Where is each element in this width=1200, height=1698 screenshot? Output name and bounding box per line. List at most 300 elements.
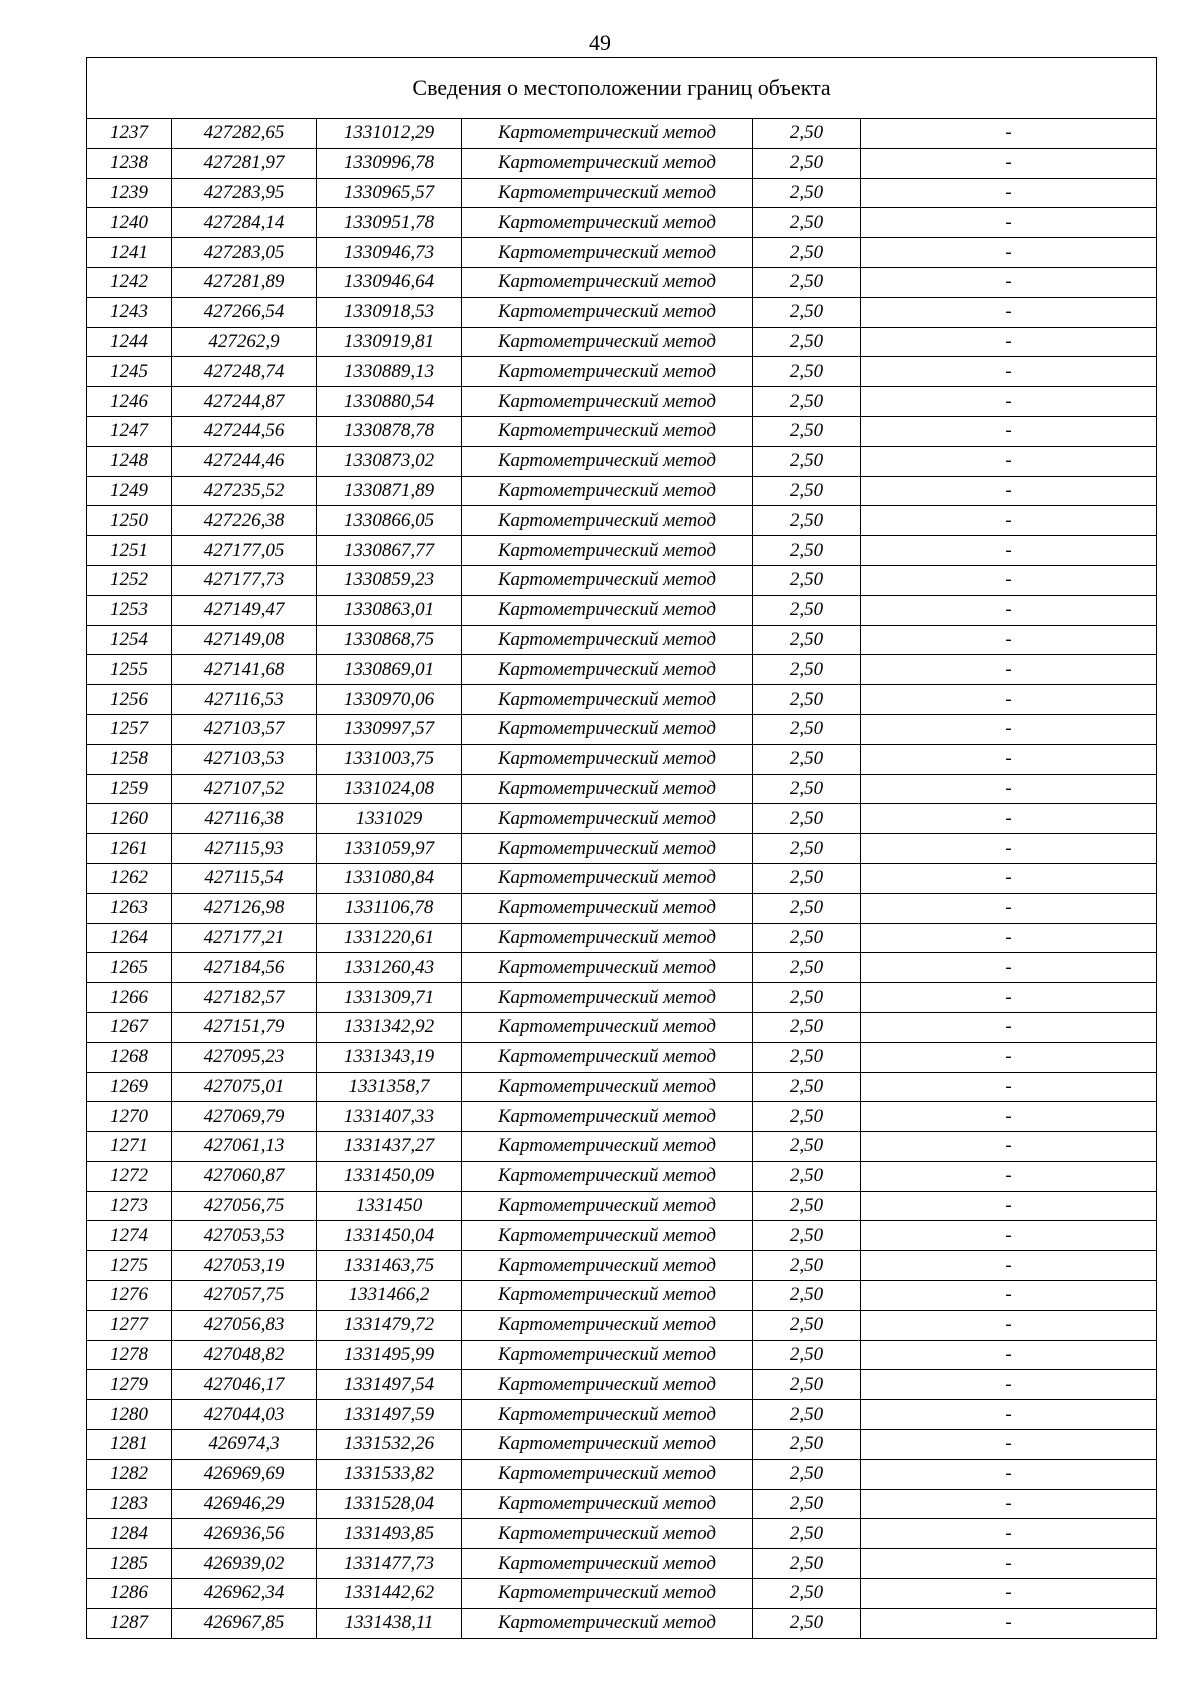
point-number-cell: 1241: [87, 238, 172, 268]
description-cell: -: [861, 1519, 1157, 1549]
x-coordinate-cell: 427056,75: [172, 1191, 317, 1221]
point-number-cell: 1270: [87, 1102, 172, 1132]
y-coordinate-cell: 1330880,54: [317, 387, 462, 417]
point-number-cell: 1263: [87, 893, 172, 923]
y-coordinate-cell: 1331029: [317, 804, 462, 834]
description-cell: -: [861, 1132, 1157, 1162]
method-cell: Картометрический метод: [462, 297, 753, 327]
x-coordinate-cell: 427244,56: [172, 416, 317, 446]
method-cell: Картометрический метод: [462, 119, 753, 149]
table-row: [87, 327, 1157, 357]
x-coordinate-cell: 427048,82: [172, 1340, 317, 1370]
y-coordinate-cell: 1330970,06: [317, 685, 462, 715]
precision-cell: 2,50: [753, 506, 861, 536]
precision-cell: 2,50: [753, 1489, 861, 1519]
table-row: [87, 1310, 1157, 1340]
x-coordinate-cell: 427177,73: [172, 565, 317, 595]
description-cell: -: [861, 416, 1157, 446]
description-cell: -: [861, 476, 1157, 506]
method-cell: Картометрический метод: [462, 893, 753, 923]
y-coordinate-cell: 1331450: [317, 1191, 462, 1221]
table-row: [87, 863, 1157, 893]
description-cell: -: [861, 863, 1157, 893]
description-cell: -: [861, 119, 1157, 149]
method-cell: Картометрический метод: [462, 595, 753, 625]
description-cell: -: [861, 655, 1157, 685]
description-cell: -: [861, 208, 1157, 238]
x-coordinate-cell: 427177,21: [172, 923, 317, 953]
description-cell: -: [861, 446, 1157, 476]
y-coordinate-cell: 1330863,01: [317, 595, 462, 625]
description-cell: -: [861, 1608, 1157, 1638]
point-number-cell: 1248: [87, 446, 172, 476]
description-cell: -: [861, 744, 1157, 774]
point-number-cell: 1238: [87, 148, 172, 178]
point-number-cell: 1278: [87, 1340, 172, 1370]
x-coordinate-cell: 427061,13: [172, 1132, 317, 1162]
y-coordinate-cell: 1331437,27: [317, 1132, 462, 1162]
x-coordinate-cell: 427057,75: [172, 1281, 317, 1311]
method-cell: Картометрический метод: [462, 1161, 753, 1191]
method-cell: Картометрический метод: [462, 1221, 753, 1251]
precision-cell: 2,50: [753, 1608, 861, 1638]
point-number-cell: 1242: [87, 267, 172, 297]
table-row: [87, 565, 1157, 595]
precision-cell: 2,50: [753, 178, 861, 208]
x-coordinate-cell: 427060,87: [172, 1161, 317, 1191]
table-row: [87, 744, 1157, 774]
table-row: [87, 625, 1157, 655]
description-cell: -: [861, 1400, 1157, 1430]
point-number-cell: 1271: [87, 1132, 172, 1162]
method-cell: Картометрический метод: [462, 1310, 753, 1340]
x-coordinate-cell: 427116,53: [172, 685, 317, 715]
x-coordinate-cell: 427281,89: [172, 267, 317, 297]
method-cell: Картометрический метод: [462, 476, 753, 506]
precision-cell: 2,50: [753, 804, 861, 834]
point-number-cell: 1252: [87, 565, 172, 595]
description-cell: -: [861, 565, 1157, 595]
point-number-cell: 1250: [87, 506, 172, 536]
y-coordinate-cell: 1330869,01: [317, 655, 462, 685]
description-cell: -: [861, 178, 1157, 208]
description-cell: -: [861, 506, 1157, 536]
description-cell: -: [861, 1072, 1157, 1102]
table-row: [87, 178, 1157, 208]
y-coordinate-cell: 1330868,75: [317, 625, 462, 655]
y-coordinate-cell: 1330951,78: [317, 208, 462, 238]
x-coordinate-cell: 427149,47: [172, 595, 317, 625]
method-cell: Картометрический метод: [462, 416, 753, 446]
point-number-cell: 1253: [87, 595, 172, 625]
precision-cell: 2,50: [753, 238, 861, 268]
precision-cell: 2,50: [753, 1281, 861, 1311]
point-number-cell: 1267: [87, 1012, 172, 1042]
point-number-cell: 1284: [87, 1519, 172, 1549]
point-number-cell: 1273: [87, 1191, 172, 1221]
table-row: [87, 893, 1157, 923]
x-coordinate-cell: 427126,98: [172, 893, 317, 923]
y-coordinate-cell: 1331309,71: [317, 983, 462, 1013]
method-cell: Картометрический метод: [462, 148, 753, 178]
point-number-cell: 1277: [87, 1310, 172, 1340]
x-coordinate-cell: 427283,05: [172, 238, 317, 268]
precision-cell: 2,50: [753, 1191, 861, 1221]
point-number-cell: 1275: [87, 1251, 172, 1281]
table-row: [87, 804, 1157, 834]
y-coordinate-cell: 1330871,89: [317, 476, 462, 506]
table-title-row: [87, 58, 1157, 119]
x-coordinate-cell: 427103,53: [172, 744, 317, 774]
precision-cell: 2,50: [753, 536, 861, 566]
y-coordinate-cell: 1330946,64: [317, 267, 462, 297]
point-number-cell: 1261: [87, 834, 172, 864]
x-coordinate-cell: 427116,38: [172, 804, 317, 834]
precision-cell: 2,50: [753, 953, 861, 983]
table-row: [87, 983, 1157, 1013]
y-coordinate-cell: 1331343,19: [317, 1042, 462, 1072]
precision-cell: 2,50: [753, 1370, 861, 1400]
method-cell: Картометрический метод: [462, 1191, 753, 1221]
description-cell: -: [861, 953, 1157, 983]
table-row: [87, 1459, 1157, 1489]
point-number-cell: 1279: [87, 1370, 172, 1400]
x-coordinate-cell: 427284,14: [172, 208, 317, 238]
precision-cell: 2,50: [753, 119, 861, 149]
method-cell: Картометрический метод: [462, 625, 753, 655]
table-row: [87, 119, 1157, 149]
table-row: [87, 1042, 1157, 1072]
table-row: [87, 1102, 1157, 1132]
x-coordinate-cell: 427266,54: [172, 297, 317, 327]
y-coordinate-cell: 1331450,04: [317, 1221, 462, 1251]
method-cell: Картометрический метод: [462, 238, 753, 268]
point-number-cell: 1268: [87, 1042, 172, 1072]
precision-cell: 2,50: [753, 1251, 861, 1281]
y-coordinate-cell: 1331438,11: [317, 1608, 462, 1638]
description-cell: -: [861, 1012, 1157, 1042]
point-number-cell: 1239: [87, 178, 172, 208]
y-coordinate-cell: 1330919,81: [317, 327, 462, 357]
description-cell: -: [861, 1281, 1157, 1311]
precision-cell: 2,50: [753, 387, 861, 417]
method-cell: Картометрический метод: [462, 506, 753, 536]
y-coordinate-cell: 1331080,84: [317, 863, 462, 893]
table-row: [87, 834, 1157, 864]
method-cell: Картометрический метод: [462, 863, 753, 893]
method-cell: Картометрический метод: [462, 267, 753, 297]
point-number-cell: 1240: [87, 208, 172, 238]
x-coordinate-cell: 427107,52: [172, 774, 317, 804]
precision-cell: 2,50: [753, 685, 861, 715]
point-number-cell: 1287: [87, 1608, 172, 1638]
description-cell: -: [861, 1310, 1157, 1340]
x-coordinate-cell: 427069,79: [172, 1102, 317, 1132]
precision-cell: 2,50: [753, 446, 861, 476]
precision-cell: 2,50: [753, 327, 861, 357]
precision-cell: 2,50: [753, 834, 861, 864]
precision-cell: 2,50: [753, 1102, 861, 1132]
description-cell: -: [861, 714, 1157, 744]
table-row: [87, 1191, 1157, 1221]
table-row: [87, 357, 1157, 387]
method-cell: Картометрический метод: [462, 1459, 753, 1489]
y-coordinate-cell: 1331012,29: [317, 119, 462, 149]
description-cell: -: [861, 1191, 1157, 1221]
y-coordinate-cell: 1330946,73: [317, 238, 462, 268]
table-row: [87, 416, 1157, 446]
precision-cell: 2,50: [753, 595, 861, 625]
description-cell: -: [861, 1579, 1157, 1609]
method-cell: Картометрический метод: [462, 834, 753, 864]
description-cell: -: [861, 774, 1157, 804]
point-number-cell: 1257: [87, 714, 172, 744]
y-coordinate-cell: 1331059,97: [317, 834, 462, 864]
method-cell: Картометрический метод: [462, 1042, 753, 1072]
description-cell: -: [861, 595, 1157, 625]
x-coordinate-cell: 427115,93: [172, 834, 317, 864]
point-number-cell: 1237: [87, 119, 172, 149]
point-number-cell: 1285: [87, 1549, 172, 1579]
precision-cell: 2,50: [753, 297, 861, 327]
x-coordinate-cell: 427056,83: [172, 1310, 317, 1340]
method-cell: Картометрический метод: [462, 1102, 753, 1132]
point-number-cell: 1249: [87, 476, 172, 506]
precision-cell: 2,50: [753, 1400, 861, 1430]
description-cell: -: [861, 148, 1157, 178]
method-cell: Картометрический метод: [462, 208, 753, 238]
method-cell: Картометрический метод: [462, 774, 753, 804]
x-coordinate-cell: 426962,34: [172, 1579, 317, 1609]
method-cell: Картометрический метод: [462, 387, 753, 417]
method-cell: Картометрический метод: [462, 1072, 753, 1102]
precision-cell: 2,50: [753, 1132, 861, 1162]
x-coordinate-cell: 427244,46: [172, 446, 317, 476]
y-coordinate-cell: 1331466,2: [317, 1281, 462, 1311]
point-number-cell: 1256: [87, 685, 172, 715]
point-number-cell: 1283: [87, 1489, 172, 1519]
point-number-cell: 1247: [87, 416, 172, 446]
table-row: [87, 655, 1157, 685]
point-number-cell: 1280: [87, 1400, 172, 1430]
point-number-cell: 1265: [87, 953, 172, 983]
x-coordinate-cell: 427149,08: [172, 625, 317, 655]
table-row: [87, 595, 1157, 625]
y-coordinate-cell: 1331497,54: [317, 1370, 462, 1400]
precision-cell: 2,50: [753, 1042, 861, 1072]
precision-cell: 2,50: [753, 655, 861, 685]
precision-cell: 2,50: [753, 983, 861, 1013]
point-number-cell: 1274: [87, 1221, 172, 1251]
method-cell: Картометрический метод: [462, 714, 753, 744]
x-coordinate-cell: 427182,57: [172, 983, 317, 1013]
precision-cell: 2,50: [753, 208, 861, 238]
table-row: [87, 1221, 1157, 1251]
x-coordinate-cell: 427177,05: [172, 536, 317, 566]
y-coordinate-cell: 1331003,75: [317, 744, 462, 774]
table-row: [87, 774, 1157, 804]
table-row: [87, 1489, 1157, 1519]
method-cell: Картометрический метод: [462, 983, 753, 1013]
x-coordinate-cell: 427075,01: [172, 1072, 317, 1102]
point-number-cell: 1260: [87, 804, 172, 834]
description-cell: -: [861, 685, 1157, 715]
point-number-cell: 1266: [87, 983, 172, 1013]
precision-cell: 2,50: [753, 416, 861, 446]
method-cell: Картометрический метод: [462, 565, 753, 595]
description-cell: -: [861, 1251, 1157, 1281]
precision-cell: 2,50: [753, 357, 861, 387]
point-number-cell: 1243: [87, 297, 172, 327]
x-coordinate-cell: 427283,95: [172, 178, 317, 208]
y-coordinate-cell: 1331533,82: [317, 1459, 462, 1489]
method-cell: Картометрический метод: [462, 1519, 753, 1549]
precision-cell: 2,50: [753, 1221, 861, 1251]
x-coordinate-cell: 427282,65: [172, 119, 317, 149]
method-cell: Картометрический метод: [462, 1430, 753, 1460]
table-row: [87, 506, 1157, 536]
description-cell: -: [861, 238, 1157, 268]
description-cell: -: [861, 387, 1157, 417]
table-row: [87, 714, 1157, 744]
table-row: [87, 685, 1157, 715]
x-coordinate-cell: 426936,56: [172, 1519, 317, 1549]
method-cell: Картометрический метод: [462, 1281, 753, 1311]
method-cell: Картометрический метод: [462, 744, 753, 774]
y-coordinate-cell: 1331407,33: [317, 1102, 462, 1132]
y-coordinate-cell: 1331024,08: [317, 774, 462, 804]
y-coordinate-cell: 1331495,99: [317, 1340, 462, 1370]
y-coordinate-cell: 1331477,73: [317, 1549, 462, 1579]
description-cell: -: [861, 1430, 1157, 1460]
table-row: [87, 446, 1157, 476]
x-coordinate-cell: 427095,23: [172, 1042, 317, 1072]
table-row: [87, 267, 1157, 297]
y-coordinate-cell: 1331220,61: [317, 923, 462, 953]
x-coordinate-cell: 427053,19: [172, 1251, 317, 1281]
precision-cell: 2,50: [753, 1072, 861, 1102]
point-number-cell: 1272: [87, 1161, 172, 1191]
table-row: [87, 297, 1157, 327]
table-title: Сведения о местоположении границ объекта: [87, 58, 1157, 119]
table-row: [87, 923, 1157, 953]
description-cell: -: [861, 536, 1157, 566]
x-coordinate-cell: 426939,02: [172, 1549, 317, 1579]
y-coordinate-cell: 1331450,09: [317, 1161, 462, 1191]
page-number: 49: [589, 30, 611, 55]
precision-cell: 2,50: [753, 744, 861, 774]
description-cell: -: [861, 327, 1157, 357]
y-coordinate-cell: 1331463,75: [317, 1251, 462, 1281]
method-cell: Картометрический метод: [462, 1370, 753, 1400]
description-cell: -: [861, 804, 1157, 834]
x-coordinate-cell: 427262,9: [172, 327, 317, 357]
x-coordinate-cell: 427226,38: [172, 506, 317, 536]
y-coordinate-cell: 1330918,53: [317, 297, 462, 327]
method-cell: Картометрический метод: [462, 446, 753, 476]
description-cell: -: [861, 1459, 1157, 1489]
y-coordinate-cell: 1330873,02: [317, 446, 462, 476]
precision-cell: 2,50: [753, 1161, 861, 1191]
x-coordinate-cell: 427281,97: [172, 148, 317, 178]
y-coordinate-cell: 1331260,43: [317, 953, 462, 983]
table-row: [87, 238, 1157, 268]
precision-cell: 2,50: [753, 148, 861, 178]
method-cell: Картометрический метод: [462, 685, 753, 715]
method-cell: Картометрический метод: [462, 1579, 753, 1609]
table-row: [87, 1251, 1157, 1281]
description-cell: -: [861, 1042, 1157, 1072]
description-cell: -: [861, 625, 1157, 655]
x-coordinate-cell: 427151,79: [172, 1012, 317, 1042]
description-cell: -: [861, 1340, 1157, 1370]
point-number-cell: 1286: [87, 1579, 172, 1609]
description-cell: -: [861, 983, 1157, 1013]
method-cell: Картометрический метод: [462, 923, 753, 953]
method-cell: Картометрический метод: [462, 1012, 753, 1042]
precision-cell: 2,50: [753, 923, 861, 953]
method-cell: Картометрический метод: [462, 357, 753, 387]
precision-cell: 2,50: [753, 1519, 861, 1549]
description-cell: -: [861, 1549, 1157, 1579]
table-row: [87, 1608, 1157, 1638]
description-cell: -: [861, 1370, 1157, 1400]
table-row: [87, 387, 1157, 417]
table-row: [87, 1549, 1157, 1579]
table-row: [87, 208, 1157, 238]
precision-cell: 2,50: [753, 893, 861, 923]
point-number-cell: 1244: [87, 327, 172, 357]
precision-cell: 2,50: [753, 625, 861, 655]
method-cell: Картометрический метод: [462, 536, 753, 566]
description-cell: -: [861, 267, 1157, 297]
y-coordinate-cell: 1330996,78: [317, 148, 462, 178]
description-cell: -: [861, 834, 1157, 864]
precision-cell: 2,50: [753, 1579, 861, 1609]
y-coordinate-cell: 1331442,62: [317, 1579, 462, 1609]
y-coordinate-cell: 1331479,72: [317, 1310, 462, 1340]
y-coordinate-cell: 1331497,59: [317, 1400, 462, 1430]
precision-cell: 2,50: [753, 267, 861, 297]
table-row: [87, 1370, 1157, 1400]
table-row: [87, 536, 1157, 566]
x-coordinate-cell: 427115,54: [172, 863, 317, 893]
x-coordinate-cell: 426974,3: [172, 1430, 317, 1460]
point-number-cell: 1282: [87, 1459, 172, 1489]
table-row: [87, 1132, 1157, 1162]
x-coordinate-cell: 427184,56: [172, 953, 317, 983]
point-number-cell: 1276: [87, 1281, 172, 1311]
point-number-cell: 1255: [87, 655, 172, 685]
y-coordinate-cell: 1331106,78: [317, 893, 462, 923]
table-row: [87, 1161, 1157, 1191]
y-coordinate-cell: 1330965,57: [317, 178, 462, 208]
x-coordinate-cell: 427248,74: [172, 357, 317, 387]
table-row: [87, 1430, 1157, 1460]
table-row: [87, 1519, 1157, 1549]
precision-cell: 2,50: [753, 774, 861, 804]
table-row: [87, 476, 1157, 506]
description-cell: -: [861, 1489, 1157, 1519]
y-coordinate-cell: 1331358,7: [317, 1072, 462, 1102]
table-row: [87, 1072, 1157, 1102]
precision-cell: 2,50: [753, 863, 861, 893]
table-row: [87, 1281, 1157, 1311]
x-coordinate-cell: 426946,29: [172, 1489, 317, 1519]
table-row: [87, 1579, 1157, 1609]
table-row: [87, 1012, 1157, 1042]
x-coordinate-cell: 427235,52: [172, 476, 317, 506]
